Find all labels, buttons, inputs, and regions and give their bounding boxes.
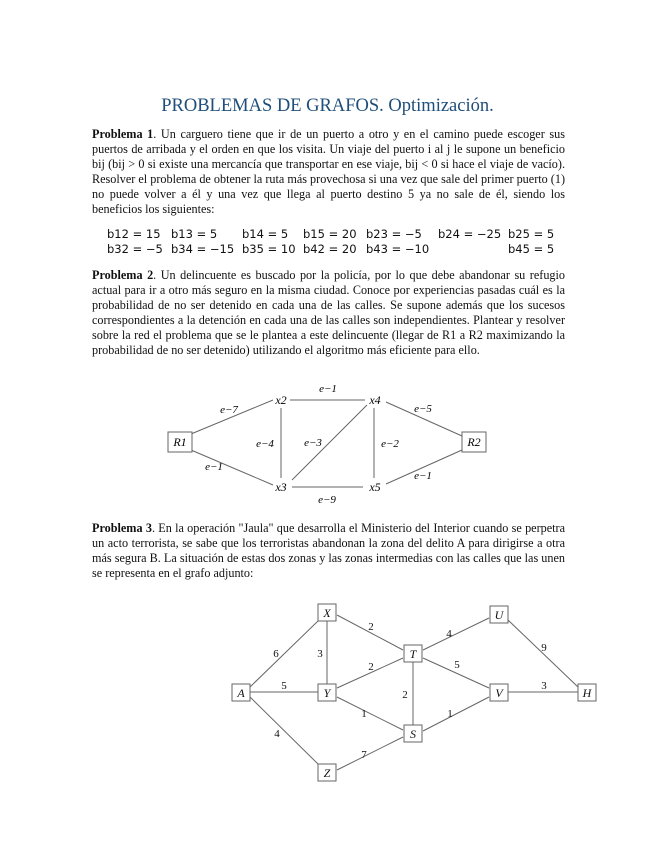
weight-x-y: 3 [317, 648, 323, 660]
node-h: H [582, 686, 592, 700]
jaula-graph [0, 598, 655, 788]
benefit-b12: b12 = 15 [107, 227, 161, 241]
node-x2: x2 [275, 393, 287, 407]
weight-a-x: 6 [273, 648, 279, 660]
problem-1-text: . Un carguero tiene que ir de un puerto a otro y en el camino puede escoger sus puertos de arribada y el orden en que los visita. Un viaje del puerto i al j le supone un beneficio bij (bij > 0 si existe una mercancía que transportar en ese viaje, bij < 0 si hace el viaje de vacío). Resolver el problema de obtener la ruta más provechosa si una vez que sale del primer puerto (1) no puede volver a él y una vez que llega al puerto destino 5 ya no sale de él, siendo los beneficios los siguientes: [92, 127, 565, 216]
weight-v-h: 3 [541, 680, 547, 692]
weight-u-h: 9 [541, 642, 547, 654]
edge-y-s [337, 697, 403, 730]
node-t: T [409, 647, 417, 661]
node-a: A [237, 686, 245, 700]
weight-a-y: 5 [281, 680, 287, 692]
node-s: S [410, 727, 416, 741]
node-z: Z [323, 766, 331, 780]
edge-s-v [423, 697, 489, 731]
problem-2-label: Problema 2 [92, 268, 154, 282]
benefit-b34: b34 = −15 [171, 242, 235, 256]
weight-x4-x5: e−2 [381, 438, 399, 450]
page-title: PROBLEMAS DE GRAFOS. Optimización. [161, 96, 494, 116]
benefit-b42: b42 = 20 [303, 242, 357, 256]
edge-z-s [337, 737, 403, 770]
problem-3-label: Problema 3 [92, 521, 152, 535]
node-x4: x4 [369, 393, 381, 407]
weight-z-s: 7 [361, 749, 367, 761]
node-y: Y [323, 686, 331, 700]
problem-3-paragraph [92, 521, 565, 581]
node-x3: x3 [275, 480, 287, 494]
edge-t-u [423, 618, 489, 650]
problem-1-paragraph [92, 127, 565, 217]
node-x: X [323, 606, 331, 620]
node-x5: x5 [369, 480, 381, 494]
problem-2-paragraph [92, 268, 565, 358]
node-v: V [495, 686, 503, 700]
edge-a-x [250, 621, 318, 687]
weight-x3-x5: e−9 [318, 494, 336, 506]
weight-x2-x3: e−4 [256, 438, 274, 450]
weight-y-t: 2 [368, 661, 374, 673]
benefits-row-1 [107, 227, 567, 242]
escape-graph [0, 375, 655, 510]
benefit-b43: b43 = −10 [366, 242, 430, 256]
edge-a-z [250, 697, 318, 764]
weight-t-u: 4 [446, 628, 452, 640]
node-r1: R1 [173, 435, 187, 449]
weight-x3-x4: e−3 [304, 437, 322, 449]
benefit-b32: b32 = −5 [107, 242, 163, 256]
node-r2: R2 [467, 435, 481, 449]
weight-r1-x2: e−7 [220, 404, 238, 416]
benefits-row-2 [107, 242, 567, 257]
weight-a-z: 4 [274, 728, 280, 740]
weight-r1-x3: e−1 [205, 461, 223, 473]
weight-t-v: 5 [454, 659, 460, 671]
benefit-b13: b13 = 5 [171, 227, 218, 241]
edge-r1-x3 [191, 450, 273, 485]
problem-2-text: . Un delincuente es buscado por la policía, por lo que debe abandonar su refugio actual para ir a otro más seguro en la misma ciudad. Conoce por experiencias pasadas cuál es la probabilidad de no ser detenido en cada una de las calles. Se supone además que los sucesos correspondientes a la detención en cada una de las calles son independientes. Plantear y resolver sobre la red el problema que se le plantea a este delincuente (llegar de R1 a R2 maximizando la probabilidad de no ser detenido) utilizando el algoritmo más eficiente para ello. [92, 268, 565, 357]
weight-x5-r2: e−1 [414, 470, 432, 482]
benefit-b35: b35 = 10 [242, 242, 296, 256]
weight-x-t: 2 [368, 621, 374, 633]
weight-x2-x4: e−1 [319, 383, 337, 395]
benefit-b23: b23 = −5 [366, 227, 422, 241]
benefit-b15: b15 = 20 [303, 227, 357, 241]
benefit-b24: b24 = −25 [438, 227, 502, 241]
benefit-b25: b25 = 5 [508, 227, 555, 241]
benefits-table [107, 227, 567, 257]
problem-1-label: Problema 1 [92, 127, 154, 141]
weight-y-s: 1 [361, 708, 367, 720]
benefit-b14: b14 = 5 [242, 227, 289, 241]
problem-3-text: . En la operación "Jaula" que desarrolla el Ministerio del Interior cuando se perpetra un acto terrorista, se sabe que los terroristas abandonan la zona del delito A para dirigirse a otra más segura B. La situación de estas dos zonas y las zonas intermedias con las calles que las unen se representa en el grafo adjunto: [92, 521, 565, 580]
weight-t-s: 2 [402, 689, 408, 701]
weight-s-v: 1 [447, 708, 453, 720]
weight-x4-r2: e−5 [414, 403, 432, 415]
node-u: U [494, 608, 504, 622]
benefit-b45: b45 = 5 [508, 242, 555, 256]
